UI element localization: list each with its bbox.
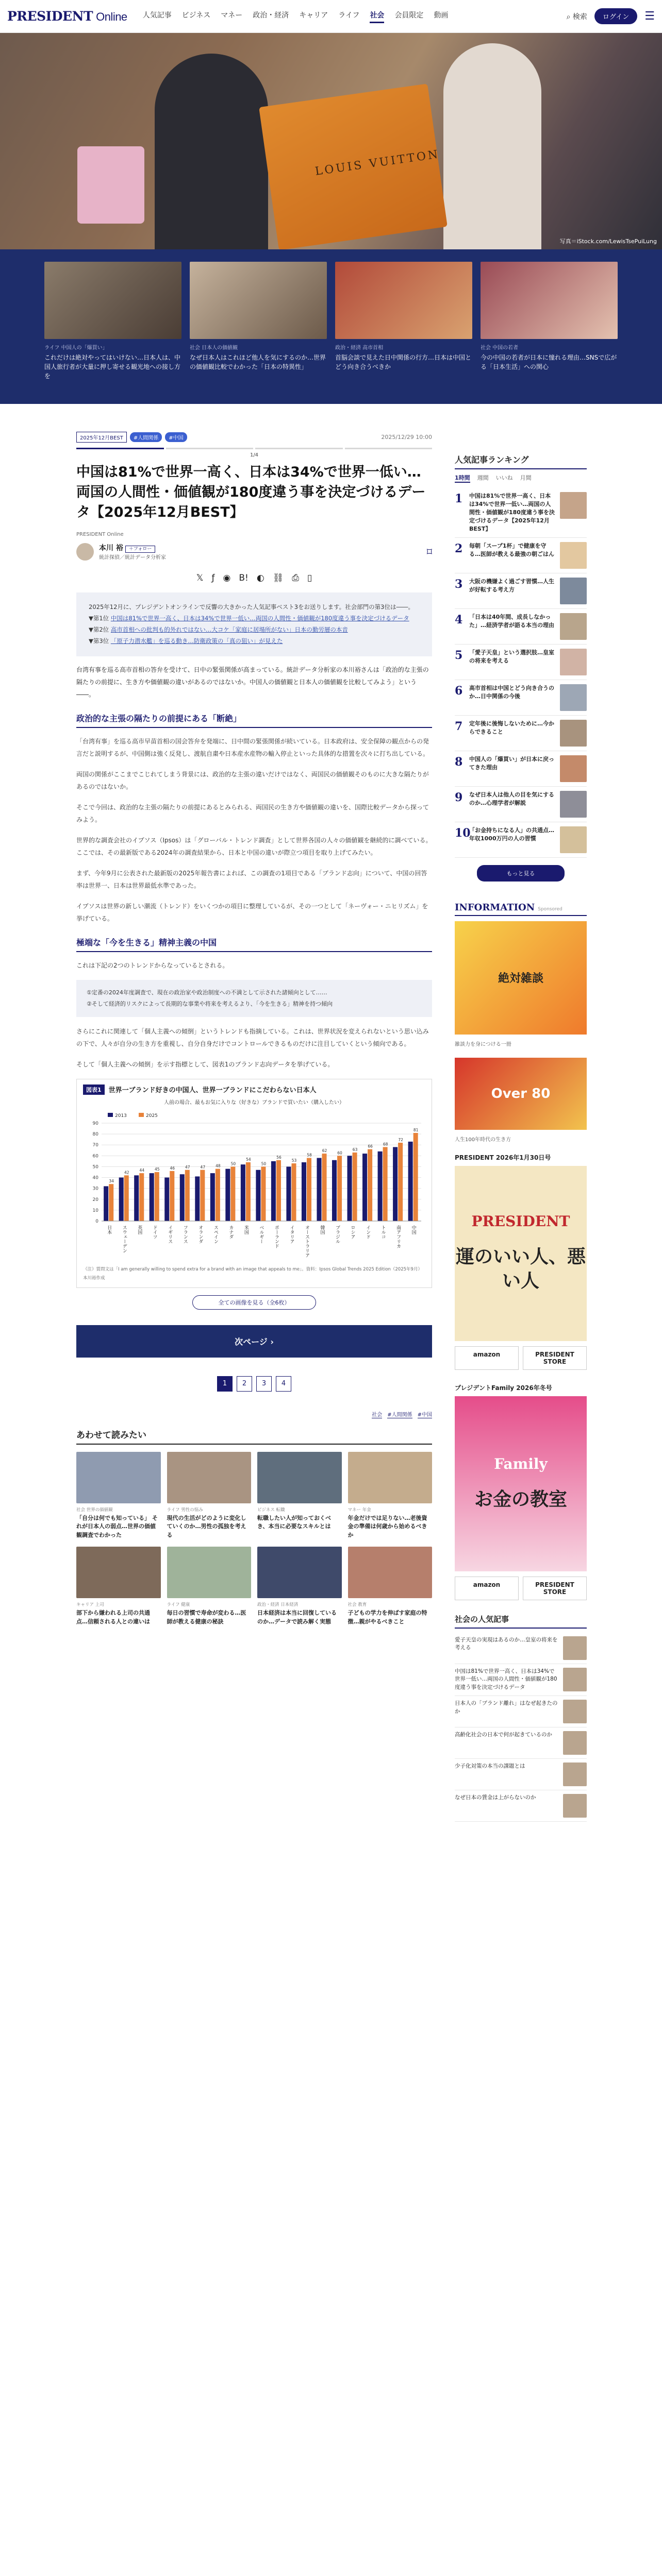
login-button[interactable]: ログイン: [594, 8, 637, 24]
y-tick-label: 60: [92, 1154, 98, 1159]
share-hatena-icon[interactable]: B!: [239, 573, 249, 584]
ranking-item[interactable]: [455, 716, 587, 751]
bar-2025: [230, 1166, 235, 1221]
bar-2013: [119, 1177, 124, 1221]
data-label: 63: [352, 1147, 358, 1152]
y-tick-label: 90: [92, 1121, 98, 1126]
related-strip: [0, 249, 662, 404]
buy-amazon-button[interactable]: amazon: [455, 1577, 519, 1600]
site-logo[interactable]: PRESIDENT Online: [7, 9, 127, 24]
nav-item-video[interactable]: 動画: [434, 11, 449, 20]
sponsored-ad[interactable]: 絶対雑談: [455, 921, 587, 1035]
x-tick-label: 韓国: [319, 1225, 325, 1234]
magazine-cover[interactable]: PRESIDENT 運のいい人、悪い人: [455, 1166, 587, 1341]
rank-number: 5: [455, 648, 463, 662]
bar-2013: [164, 1177, 169, 1221]
bar-2013: [225, 1168, 230, 1221]
bar-2025: [155, 1172, 159, 1221]
data-label: 42: [124, 1170, 129, 1175]
related-thumb: [44, 262, 181, 339]
bar-2013: [286, 1166, 291, 1221]
rank-thumb: [560, 578, 587, 604]
related-card[interactable]: 社会 日本人の価値観 なぜ日本人はこれほど他人を気にするのか…世界の価値観比較でわかった「日本の特異性」: [190, 262, 327, 404]
bar-2025: [353, 1153, 357, 1221]
tag-link[interactable]: #中国: [418, 1410, 432, 1418]
social-popular-heading: 社会の人気記事: [455, 1614, 587, 1629]
ranking-item[interactable]: [455, 573, 587, 609]
related-thumb: [335, 262, 472, 339]
view-all-images-button[interactable]: 全ての画像を見る（全6枚）: [192, 1295, 316, 1310]
data-label: 81: [413, 1127, 419, 1132]
summary-link[interactable]: 高市首相への批判も的外れではない…大コケ「家庭に居場所がない」日本の勤労層の本音: [110, 626, 348, 634]
social-item[interactable]: [455, 1790, 587, 1822]
body-paragraph: 「台湾有事」を巡る高市早苗首相の国会答弁を発端に、日中間の緊張関係が続いている。日本政府は、安全保障の観点からの発言だと説明するが、中国側は強く反発し、渡航自粛や日本産水産物の輸入停止といった具体的な措置を次々に打ち出している。: [76, 737, 429, 757]
social-title: 愛子天皇の実現はあるのか…皇室の将来を考える: [455, 1636, 558, 1651]
related-card[interactable]: 社会 中国の若者 今の中国の若者が日本に憧れる理由…SNSで広がる「日本生活」への関心: [481, 262, 618, 404]
ranking-tabs: [455, 473, 587, 483]
summary-link[interactable]: 「原子力潜水艦」を巡る動き…防衛政策の「真の狙い」が見えた: [110, 637, 283, 645]
bar-2025: [291, 1163, 296, 1221]
ranking-item[interactable]: [455, 680, 587, 716]
bar-2013: [317, 1158, 321, 1221]
bar-2013: [393, 1147, 398, 1221]
body-paragraph: 世界的な調査会社のイプソス（Ipsos）は「グローバル・トレンド調査」として世界各国の人々の価値観を継続的に調べている。ここでは、その最新版である2024年の調査結果から、日本と中国の違いが際立つ項目を取り上げてみたい。: [76, 836, 432, 856]
social-thumb: [563, 1731, 587, 1755]
follow-button[interactable]: ＋フォロー: [125, 546, 156, 553]
body-paragraph: まず、今年9月に公表された最新版の2025年報告書によれば、この調査の1項目である「ブランド志向」について、中国の回答率は世界一、日本は世界最低水準であった。: [76, 869, 427, 889]
rank-number: 9: [455, 790, 463, 804]
ranking-item[interactable]: [455, 609, 587, 645]
rank-title: 定年後に後悔しないために…今からできること: [469, 720, 554, 735]
tag-badge[interactable]: #人間関係: [130, 432, 162, 442]
bar-2025: [307, 1158, 311, 1221]
x-tick-label: 英国: [137, 1225, 142, 1234]
x-tick-label: オーストラリア: [304, 1225, 309, 1258]
bar-2013: [195, 1176, 200, 1221]
data-label: 44: [139, 1167, 145, 1173]
ad-caption: 雑談力を身につける一冊: [455, 1041, 511, 1047]
social-item[interactable]: [455, 1664, 587, 1696]
x-tick-label: 中国: [410, 1225, 416, 1234]
rank-title: 高市首相は中国とどう向き合うのか…日中関係の今後: [469, 684, 554, 700]
rank-title: 中国人の「爆買い」が日本に戻ってきた理由: [469, 755, 554, 771]
rank-number: 6: [455, 684, 463, 698]
site-header: [0, 0, 662, 33]
data-label: 72: [398, 1137, 403, 1142]
save-icon[interactable]: ▯: [307, 573, 312, 584]
data-label: 47: [200, 1164, 206, 1170]
article-title: 中国は81%で世界一高く、日本は34%で世界一低い…両国の人間性・価値観が180度違う事を決定づけるデータ【2025年12月BEST】: [76, 464, 426, 521]
buy-amazon-button[interactable]: amazon: [455, 1346, 519, 1370]
page-indicator: 1/4: [250, 452, 259, 458]
magazine-cover[interactable]: Family お金の教室: [455, 1396, 587, 1571]
data-label: 46: [170, 1165, 175, 1171]
chart-figure: [76, 1079, 432, 1288]
bar-2025: [337, 1156, 342, 1221]
information-heading: INFORMATION Sponsored: [455, 902, 587, 916]
ranking-item[interactable]: [455, 822, 587, 858]
chart-title: 世界一ブランド好きの中国人、世界一ブランドにこだわらない日本人: [108, 1087, 317, 1095]
rank-thumb: [560, 613, 587, 640]
body-paragraph: これは下記の2つのトレンドからなっているとされる。: [76, 961, 229, 969]
x-tick-label: スウェーデン: [121, 1225, 127, 1253]
rank-thumb: [560, 649, 587, 675]
author-role: 統計探偵／統計データ分析家: [99, 555, 166, 561]
figure-label: 図表1: [83, 1084, 105, 1095]
ranking-item[interactable]: [455, 751, 587, 787]
rank-thumb: [560, 492, 587, 519]
bar-chart: [83, 1108, 425, 1262]
ranking-item[interactable]: [455, 538, 587, 573]
bar-2013: [210, 1173, 215, 1221]
hero-image: [0, 33, 662, 249]
page-button[interactable]: 1: [217, 1376, 233, 1392]
y-tick-label: 20: [92, 1197, 98, 1202]
x-tick-label: ポーランド: [273, 1225, 279, 1248]
related-card[interactable]: ライフ 中国人の「爆買い」 これだけは絶対やってはいけない…日本人は、中国人旅行者が大量に押し寄せる観光地への接し方を: [44, 262, 181, 404]
related-thumb: [481, 262, 618, 339]
data-label: 58: [307, 1153, 312, 1158]
x-tick-label: スペイン: [212, 1225, 218, 1244]
y-tick-label: 0: [95, 1218, 98, 1224]
ranking-item[interactable]: [455, 645, 587, 680]
section-heading: 極端な「今を生きる」精神主義の中国: [76, 936, 432, 952]
tag-badge[interactable]: #中国: [165, 432, 187, 442]
nav-item-politics[interactable]: 政治・経済: [253, 11, 289, 20]
summary-link[interactable]: 中国は81%で世界一高く、日本は34%で世界一低い…両国の人間性・価値観が180度違う事を決定づけるデータ: [110, 615, 409, 622]
author-name[interactable]: 本川 裕: [99, 544, 123, 553]
y-tick-label: 70: [92, 1143, 98, 1148]
sponsored-ad[interactable]: Over 80: [455, 1058, 587, 1130]
bar-2025: [383, 1147, 388, 1221]
x-tick-label: 日本: [106, 1225, 112, 1234]
x-tick-label: ブラジル: [335, 1225, 340, 1244]
bar-2013: [271, 1161, 276, 1221]
social-title: 少子化対策の本当の課題とは: [455, 1762, 525, 1769]
x-tick-label: インド: [365, 1225, 371, 1239]
bar-2025: [216, 1168, 220, 1221]
chart-source: 本川裕作成: [83, 1276, 105, 1281]
search-button[interactable]: ⌕ 検索: [566, 12, 587, 21]
body-paragraph: 両国の関係がここまでこじれてしまう背景には、政治的な主張の違いだけではなく、両国民の価値観そのものに大きな隔たりがあるのではないか。: [76, 770, 429, 790]
bar-2013: [241, 1164, 245, 1221]
social-item[interactable]: [455, 1633, 587, 1664]
rank-title: 大阪の機嫌よく過ごす習慣…人生が好転する考え方: [469, 578, 554, 593]
data-label: 66: [368, 1144, 373, 1149]
rank-title: 「日本は40年間、成長しなかった」…経済学者が語る本当の理由: [469, 613, 554, 629]
quote-box: ①定番の2024年度調査で、現在の政治家や政治制度への不満として示された諸傾向として…… ②そして経済的リスクによって長期的な事業や将来を考えるより、「今を生きる」精神を持つ傾向: [76, 980, 432, 1017]
bar-2013: [378, 1151, 383, 1221]
chart-subtitle: 人前の場合、最もお気に入りな（好きな）ブランドで買いたい（購入したい）: [164, 1099, 344, 1106]
rank-thumb: [560, 791, 587, 818]
ranking-heading: 人気記事ランキング: [455, 453, 587, 469]
bottom-tags: [76, 1410, 432, 1418]
x-tick-label: ドイツ: [152, 1225, 157, 1239]
search-icon: ⌕: [566, 12, 571, 21]
social-title: 日本人の「ブランド離れ」はなぜ起きたのか: [455, 1700, 558, 1715]
y-tick-label: 80: [92, 1131, 98, 1137]
bar-2025: [261, 1166, 266, 1221]
bar-2025: [413, 1133, 418, 1221]
share-pocket-icon[interactable]: ◐: [256, 573, 264, 584]
y-tick-label: 40: [92, 1175, 98, 1181]
data-label: 48: [216, 1163, 221, 1168]
social-thumb: [563, 1668, 587, 1691]
tag-link[interactable]: 社会: [372, 1410, 382, 1418]
next-page-button[interactable]: 次ページ ›: [76, 1325, 432, 1358]
rank-title: なぜ日本人は他人の目を気にするのか…心理学者が解説: [469, 791, 554, 806]
publish-date: 2025/12/29 10:00: [381, 434, 432, 440]
summary-box: 2025年12月に、プレジデントオンラインで反響の大きかった人気記事ベスト3をお送りします。社会部門の第3位は――。 ▼第1位 中国は81%で世界一高く、日本は34%で世界一低い…両国の人間性・価値観が180度違う事を決定づけるデータ ▼第2位 高市首相への批判も的外れではない…大コケ「家庭に居場所がない」日本の勤労層の本音 ▼第3位 「原子力潜水艦」を巡る動き…防衛政策の「真の狙い」が見えた: [76, 592, 432, 656]
page-button[interactable]: 4: [276, 1376, 291, 1392]
chart-note: （注）質問文は「I am generally willing to spend extra for a brand with an image that appeals to me」。資料：Ipsos Global Trends 2025 Edition（2025年9月）: [83, 1266, 422, 1272]
bar-2013: [347, 1156, 352, 1221]
bar-2013: [332, 1160, 337, 1221]
bar-2025: [322, 1154, 327, 1221]
best-badge[interactable]: 2025年12月BEST: [76, 432, 127, 443]
legend-swatch: [108, 1113, 113, 1117]
body-paragraph: イプソスは世界の新しい潮流（トレンド）をいくつかの項目に整理しているが、その一つとして「ネーヴォー・ニヒリズム」を挙げている。: [76, 902, 428, 922]
social-thumb: [563, 1794, 587, 1818]
ranking-tab[interactable]: いいね: [495, 474, 513, 481]
bar-2025: [185, 1170, 190, 1221]
hero-caption: 写真＝iStock.com/LewisTsePuiLung: [559, 238, 657, 245]
social-title: 高齢化社会の日本で何が起きているのか: [455, 1731, 552, 1738]
author-avatar[interactable]: [76, 543, 94, 561]
data-label: 53: [291, 1158, 297, 1163]
social-item[interactable]: [455, 1727, 587, 1759]
data-label: 68: [383, 1142, 388, 1147]
rank-title: 毎朝「スープ1杯」で健康を守る…医師が教える最強の朝ごはん: [469, 542, 554, 557]
legend-swatch: [139, 1113, 144, 1117]
x-tick-label: 米国: [243, 1225, 249, 1234]
body-paragraph: そして「個人主義への傾倒」を示す指標として、図表1のブランド志向データを挙げている。: [76, 1060, 334, 1068]
bar-2013: [134, 1175, 139, 1221]
magazine-block: プレジデントFamily 2026年冬号 Family お金の教室 amazon PRESIDENT STORE: [455, 1383, 587, 1600]
ranking-tab[interactable]: 週間: [477, 474, 489, 481]
y-tick-label: 30: [92, 1186, 98, 1192]
x-tick-label: イタリア: [289, 1225, 294, 1244]
sidebar: [455, 404, 587, 1822]
bar-2013: [362, 1154, 367, 1221]
bar-2025: [246, 1162, 251, 1221]
data-label: 45: [154, 1166, 160, 1172]
nav-item-members[interactable]: 会員限定: [394, 11, 424, 20]
rank-number: 1: [455, 492, 463, 505]
nav-item-business[interactable]: ビジネス: [181, 11, 211, 20]
share-line-icon[interactable]: ◉: [223, 573, 231, 584]
social-title: 中国は81%で世界一高く、日本は34%で世界一低い…両国の人間性・価値観が180度違う事を決定づけるデータ: [455, 1668, 557, 1691]
social-title: なぜ日本の賃金は上がらないのか: [455, 1794, 536, 1801]
data-label: 62: [322, 1148, 327, 1153]
ranking-list: [455, 488, 587, 858]
nav-item-popular[interactable]: 人気記事: [142, 11, 172, 20]
x-tick-label: フランス: [182, 1225, 188, 1244]
rank-title: 「お金持ちになる人」の共通点…年収1000万円の人の習慣: [469, 826, 554, 842]
recommend-card[interactable]: ビジネス 転職 転職したい人が知っておくべき、本当に必要なスキルとは: [257, 1452, 342, 1540]
legend-label: 2013: [115, 1113, 127, 1118]
body-paragraph: そこで今回は、政治的な主張の隔たりの前提にあるとみられる、両国民の生き方や価値観の違いを、国際比較データから探ってみよう。: [76, 803, 429, 823]
y-tick-label: 50: [92, 1164, 98, 1170]
page-button[interactable]: 3: [256, 1376, 272, 1392]
ranking-item[interactable]: [455, 488, 587, 538]
data-label: 50: [230, 1161, 236, 1166]
bar-2013: [408, 1142, 413, 1221]
ad-caption: 人生100年時代の生き方: [455, 1137, 511, 1143]
y-tick-label: 10: [92, 1208, 98, 1213]
recommend-card[interactable]: マネー 年金 年金だけでは足りない…老後資金の準備は何歳から始めるべきか: [348, 1452, 433, 1540]
recommend-card[interactable]: キャリア 上司 部下から嫌われる上司の共通点…信頼される人との違いは: [76, 1547, 161, 1626]
x-tick-label: 南アフリカ: [395, 1225, 401, 1248]
share-facebook-icon[interactable]: ƒ: [211, 573, 215, 584]
copy-link-icon[interactable]: ⛓: [272, 573, 284, 584]
recommend-card[interactable]: ライフ 健康 毎日の習慣で寿命が変わる…医師が教える健康の秘訣: [167, 1547, 252, 1626]
page-button[interactable]: 2: [237, 1376, 252, 1392]
print-icon[interactable]: ⎙: [292, 573, 299, 584]
bar-2025: [200, 1170, 205, 1221]
social-thumb: [563, 1636, 587, 1660]
rank-thumb: [560, 684, 587, 711]
social-popular-list: [455, 1633, 587, 1822]
recommend-card[interactable]: ライフ 男性の悩み 現代の生活がどのように変化していくのか…男性の孤独を考える: [167, 1452, 252, 1540]
bar-2025: [368, 1149, 372, 1221]
body-paragraph: さらにこれに関連して「個人主義への傾倒」というトレンドも指摘している。これは、世界状況を変えられないという思い込みの下で、人々が自分の生き方を重視し、自分自身だけでコントロールできるものだけに注目していくという傾向である。: [76, 1027, 429, 1047]
x-tick-label: オランダ: [197, 1225, 203, 1244]
share-x-icon[interactable]: 𝕏: [196, 573, 204, 584]
brand-label: PRESIDENT Online: [76, 532, 124, 538]
page-progress: [76, 448, 432, 449]
nav-item-society[interactable]: 社会: [370, 10, 384, 23]
ranking-tab[interactable]: 月間: [520, 474, 532, 481]
hero-bag-logo: LOUIS VUITTON: [314, 148, 441, 178]
recommend-heading: あわせて読みたい: [76, 1428, 432, 1445]
data-label: 54: [246, 1157, 251, 1162]
buy-store-button[interactable]: PRESIDENT STORE: [523, 1577, 587, 1600]
nav-item-career[interactable]: キャリア: [299, 11, 328, 20]
recommend-card[interactable]: 社会 世界の価値観 「自分は何でも知っている」 それが日本人の弱点…世界の価値観調査でわかった: [76, 1452, 161, 1540]
rank-number: 2: [455, 541, 463, 555]
magazine-block: PRESIDENT 2026年1月30日号 PRESIDENT 運のいい人、悪い人 amazon PRESIDENT STORE: [455, 1153, 587, 1370]
social-item[interactable]: [455, 1696, 587, 1727]
recommend-card[interactable]: 政治・経済 日本経済 日本経済は本当に回復しているのか…データで読み解く実態: [257, 1547, 342, 1626]
article-main: [76, 404, 432, 1822]
author-block: [76, 543, 432, 561]
data-label: 34: [109, 1179, 114, 1184]
bar-2013: [256, 1170, 260, 1221]
x-tick-label: イギリス: [167, 1225, 173, 1244]
tag-link[interactable]: #人間関係: [387, 1410, 412, 1418]
bar-2025: [170, 1171, 174, 1221]
bar-2013: [180, 1174, 185, 1221]
ranking-tab[interactable]: 1時間: [455, 473, 470, 483]
data-label: 56: [276, 1155, 282, 1160]
related-card[interactable]: 政治・経済 高市首相 首脳会談で見えた日中関係の行方…日本は中国とどう向き合うべきか: [335, 262, 472, 404]
rank-number: 3: [455, 577, 463, 591]
rank-thumb: [560, 720, 587, 747]
rank-title: 「愛子天皇」という選択肢…皇室の将来を考える: [469, 649, 554, 664]
legend-label: 2025: [146, 1113, 158, 1118]
data-label: 60: [337, 1150, 342, 1156]
rank-number: 8: [455, 755, 463, 769]
nav-item-money[interactable]: マネー: [221, 11, 243, 20]
section-heading: 政治的な主張の隔たりの前提にある「断絶」: [76, 712, 432, 728]
pagination: [76, 1376, 432, 1392]
recommend-grid: [76, 1452, 432, 1626]
social-item[interactable]: [455, 1759, 587, 1790]
bookmark-icon[interactable]: ⌑: [426, 545, 432, 558]
bar-2025: [276, 1160, 281, 1221]
x-tick-label: トルコ: [380, 1225, 386, 1239]
rank-thumb: [560, 826, 587, 853]
x-tick-label: カナダ: [228, 1225, 234, 1239]
rank-thumb: [560, 755, 587, 782]
bar-2013: [104, 1186, 108, 1221]
data-label: 47: [185, 1164, 190, 1170]
bar-2025: [124, 1175, 129, 1221]
x-tick-label: ベルギー: [258, 1225, 264, 1244]
article-lead: 台湾有事を巡る高市首相の答弁を受けて、日中の緊張関係が高まっている。統計データ分析家の本川裕さんは「政治的な主張の隔たりの前提に、生き方や価値観の違いがあるのではないか。中国人の価値観と日本人の価値観を比較してみよう」という――。: [76, 666, 429, 698]
rank-number: 7: [455, 719, 463, 733]
social-thumb: [563, 1762, 587, 1786]
buy-store-button[interactable]: PRESIDENT STORE: [523, 1346, 587, 1370]
rank-thumb: [560, 542, 587, 569]
bar-2013: [150, 1173, 154, 1221]
rank-number: 4: [455, 613, 463, 626]
data-label: 50: [261, 1161, 267, 1166]
ranking-item[interactable]: [455, 787, 587, 822]
bar-2025: [109, 1184, 113, 1221]
rank-number: 10: [455, 826, 471, 840]
social-thumb: [563, 1700, 587, 1723]
share-bar: [76, 573, 432, 583]
bar-2025: [398, 1143, 403, 1221]
related-thumb: [190, 262, 327, 339]
bar-2025: [139, 1173, 144, 1221]
nav-item-life[interactable]: ライフ: [338, 11, 360, 20]
bar-2013: [302, 1162, 306, 1221]
x-tick-label: ロシア: [350, 1225, 355, 1239]
recommend-card[interactable]: 社会 教育 子どもの学力を伸ばす家庭の特徴…親がやるべきこと: [348, 1547, 433, 1626]
hamburger-menu-icon[interactable]: ☰: [644, 10, 655, 23]
rank-title: 中国は81%で世界一高く、日本は34%で世界一低い…両国の人間性・価値観が180度違う事を決定づけるデータ【2025年12月BEST】: [469, 493, 555, 532]
main-nav: [143, 10, 567, 23]
ranking-more-button[interactable]: もっと見る: [477, 865, 565, 882]
